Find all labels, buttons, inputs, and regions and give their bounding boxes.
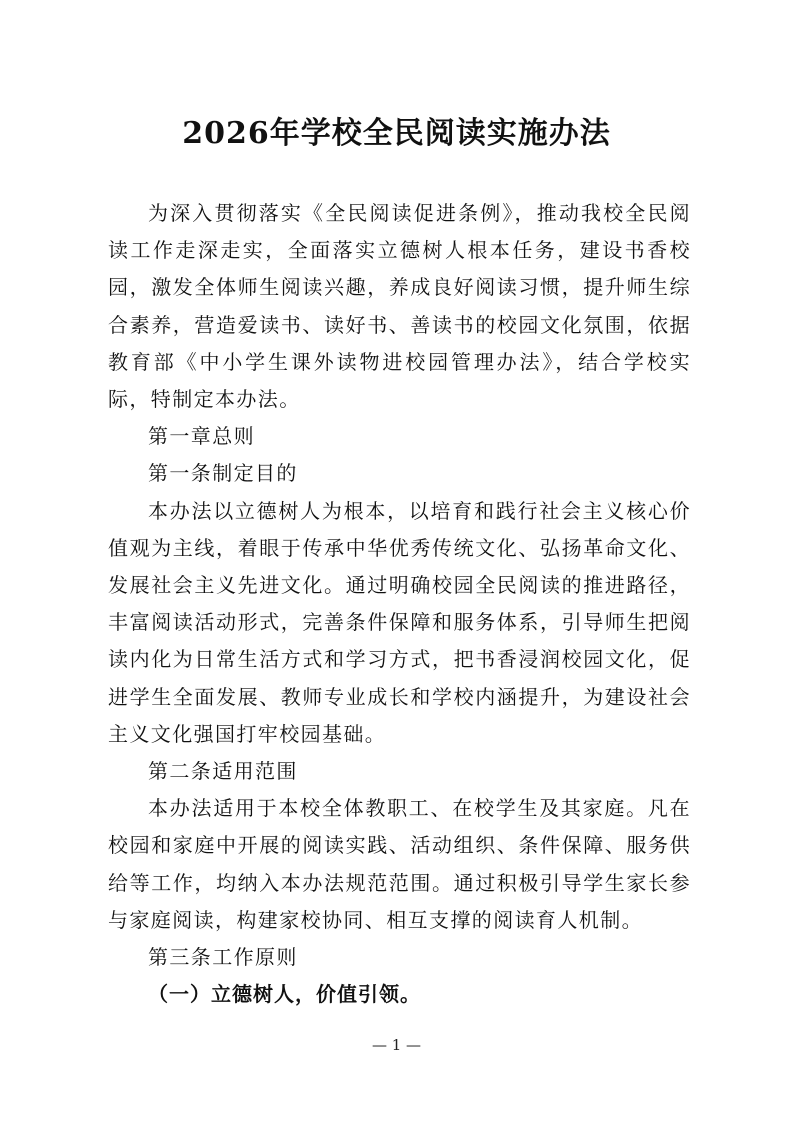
- article-heading: 第二条适用范围: [148, 759, 298, 784]
- article-paragraph: 本办法以立德树人为根本，以培育和践行社会主义核心价值观为主线，着眼于传承中华优秀传统文化、弘扬革命文化、发展社会主义先进文化。通过明确校园全民阅读的推进路径，丰富阅读活动形式，完善条件保障和服务体系，引导师生把阅读内化为日常生活方式和学习方式，把书香浸润校园文化，促进学生全面发展、教师专业成长和学校内涵提升，为建设社会主义文化强国打牢校园基础。: [108, 498, 691, 746]
- document-title: 2026年学校全民阅读实施办法: [182, 116, 611, 151]
- document-body: [108, 195, 691, 1013]
- article-paragraph: 本办法适用于本校全体教职工、在校学生及其家庭。凡在校园和家庭中开展的阅读实践、活动组织、条件保障、服务供给等工作，均纳入本办法规范范围。通过积极引导学生家长参与家庭阅读，构建家校协同、相互支撑的阅读育人机制。: [108, 796, 691, 932]
- article-heading: 第三条工作原则: [148, 945, 298, 970]
- page-number: — 1 —: [371, 1036, 422, 1054]
- article-heading: 第一条制定目的: [148, 461, 298, 486]
- preamble-paragraph: 为深入贯彻落实《全民阅读促进条例》，推动我校全民阅读工作走深走实，全面落实立德树人根本任务，建设书香校园，激发全体师生阅读兴趣，养成良好阅读习惯，提升师生综合素养，营造爱读书、读好书、善读书的校园文化氛围，依据教育部《中小学生课外读物进校园管理办法》，结合学校实际，特制定本办法。: [108, 201, 691, 412]
- chapter-heading: 第一章总则: [148, 424, 255, 449]
- principle-heading: （一）立德树人，价值引领。: [148, 982, 421, 1007]
